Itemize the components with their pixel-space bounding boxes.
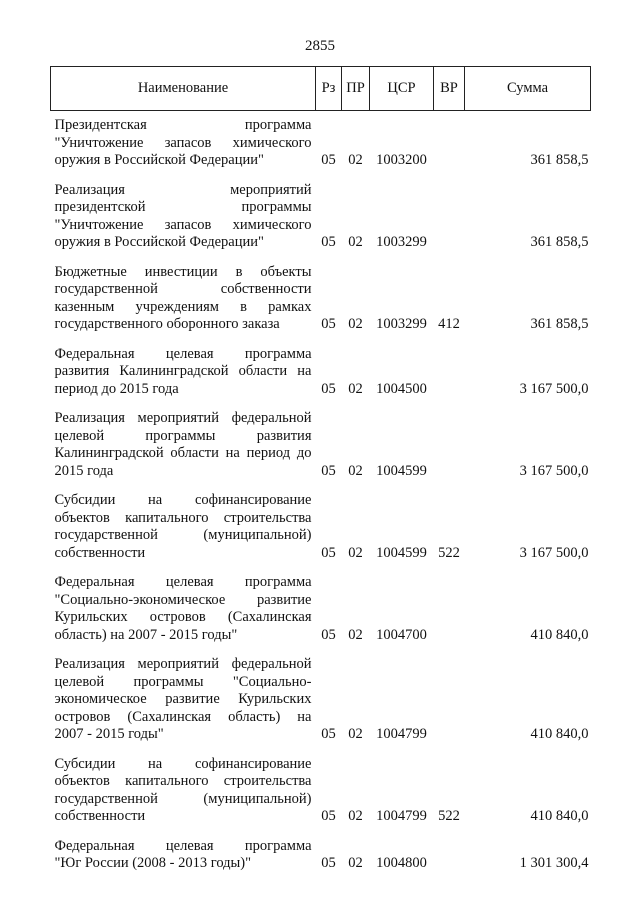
row-name-line: развития Калининградской области на <box>54 363 312 379</box>
row-name-line: собственности <box>54 544 146 561</box>
row-name-line: Федеральная целевая программа <box>54 574 312 590</box>
budget-table <box>50 66 591 885</box>
row-name-line: целевой программы развития <box>54 427 312 444</box>
row-name-line: Курильских островов (Сахалинская <box>54 609 312 625</box>
table-row <box>51 346 591 411</box>
row-vr: 412 <box>438 316 460 332</box>
row-name-line: Федеральная целевая программа <box>54 345 312 362</box>
row-name <box>51 264 316 346</box>
row-vr <box>434 838 465 885</box>
row-name-line: Федеральная целевая программа <box>54 837 312 854</box>
row-name-line: Президентская программа <box>54 117 312 133</box>
table-row <box>51 838 591 885</box>
row-csr: 1004799 <box>376 808 427 824</box>
row-name-line: объектов капитального строительства <box>54 509 312 526</box>
row-csr: 1004599 <box>376 462 427 479</box>
row-sum: 361 858,5 <box>530 316 589 332</box>
row-name-line: целевой программы "Социально- <box>54 673 312 690</box>
row-name-line: собственности <box>54 808 146 824</box>
header-name: Наименование <box>51 67 316 111</box>
page-number: 2855 <box>305 38 335 54</box>
row-name <box>51 574 316 656</box>
row-name-line: государственной (муниципальной) <box>54 790 312 807</box>
row-sum: 361 858,5 <box>530 152 589 168</box>
row-name-line: Реализация мероприятий федеральной <box>54 410 312 426</box>
row-name <box>51 410 316 492</box>
row-csr: 1004500 <box>376 380 427 397</box>
row-name <box>51 111 316 182</box>
header-pr: ПР <box>342 67 370 111</box>
row-sum: 361 858,5 <box>530 234 589 250</box>
row-vr: 522 <box>438 808 460 824</box>
row-name-line: "Юг России (2008 - 2013 годы)" <box>54 855 252 871</box>
row-name-line: 2007 - 2015 годы" <box>54 726 164 742</box>
row-sum: 410 840,0 <box>530 626 589 643</box>
row-name-line: Бюджетные инвестиции в объекты <box>54 263 312 280</box>
row-sum: 410 840,0 <box>530 808 589 824</box>
row-name-line: оружия в Российской Федерации" <box>54 152 264 168</box>
row-name-line: Субсидии на софинансирование <box>54 492 312 508</box>
row-name-line: 2015 года <box>54 462 114 479</box>
row-rz: 05 <box>321 626 336 643</box>
row-vr <box>434 656 465 756</box>
header-csr: ЦСР <box>370 67 434 111</box>
row-rz: 05 <box>321 462 336 479</box>
row-name-line: Субсидии на софинансирование <box>54 755 312 772</box>
row-pr: 02 <box>348 726 363 742</box>
table-row <box>51 492 591 574</box>
row-vr: 522 <box>438 544 460 561</box>
row-sum: 3 167 500,0 <box>519 380 589 397</box>
row-pr: 02 <box>348 462 363 479</box>
row-rz: 05 <box>321 808 336 824</box>
row-vr <box>434 346 465 411</box>
row-name-line: островов (Сахалинская область) на <box>54 708 312 725</box>
row-vr <box>434 574 465 656</box>
row-pr: 02 <box>348 855 363 871</box>
row-vr <box>434 182 465 264</box>
row-rz: 05 <box>321 234 336 250</box>
row-csr: 1003299 <box>376 316 427 332</box>
row-name <box>51 346 316 411</box>
row-sum: 3 167 500,0 <box>519 462 589 479</box>
row-rz: 05 <box>321 855 336 871</box>
row-csr: 1004799 <box>376 726 427 742</box>
header-sum: Сумма <box>465 67 591 111</box>
table-row <box>51 756 591 838</box>
row-csr: 1004700 <box>376 626 427 643</box>
row-pr: 02 <box>348 234 363 250</box>
row-rz: 05 <box>321 544 336 561</box>
row-csr: 1003200 <box>376 152 427 168</box>
row-rz: 05 <box>321 152 336 168</box>
row-name-line: экономическое развитие Курильских <box>54 691 312 707</box>
row-name-line: период до 2015 года <box>54 380 179 397</box>
row-vr <box>434 410 465 492</box>
row-pr: 02 <box>348 380 363 397</box>
table-row <box>51 182 591 264</box>
header-rz: Рз <box>316 67 342 111</box>
row-name <box>51 756 316 838</box>
table-row <box>51 410 591 492</box>
row-sum: 3 167 500,0 <box>519 544 589 561</box>
row-name-line: Калининградской области на период до <box>54 445 312 461</box>
row-csr: 1003299 <box>376 234 427 250</box>
table-body <box>51 111 591 885</box>
row-name-line: область) на 2007 - 2015 годы" <box>54 626 238 643</box>
row-name-line: "Социально-экономическое развитие <box>54 591 312 608</box>
table-header <box>51 67 591 111</box>
row-pr: 02 <box>348 152 363 168</box>
row-name-line: Реализация мероприятий <box>54 181 312 198</box>
row-sum: 410 840,0 <box>530 726 589 742</box>
row-pr: 02 <box>348 544 363 561</box>
row-sum: 1 301 300,4 <box>519 855 589 871</box>
row-rz: 05 <box>321 316 336 332</box>
row-name-line: президентской программы <box>54 199 312 215</box>
table-row <box>51 264 591 346</box>
row-name-line: оружия в Российской Федерации" <box>54 234 264 250</box>
header-vr: ВР <box>434 67 465 111</box>
row-pr: 02 <box>348 626 363 643</box>
row-csr: 1004599 <box>376 544 427 561</box>
table-row <box>51 111 591 182</box>
row-name-line: государственного оборонного заказа <box>54 316 280 332</box>
row-name-line: "Уничтожение запасов химического <box>54 216 312 233</box>
table-row <box>51 656 591 756</box>
row-name <box>51 492 316 574</box>
row-rz: 05 <box>321 380 336 397</box>
row-name-line: государственной собственности <box>54 281 312 297</box>
row-name-line: государственной (муниципальной) <box>54 527 312 543</box>
row-pr: 02 <box>348 316 363 332</box>
row-vr <box>434 111 465 182</box>
row-name <box>51 656 316 756</box>
row-name-line: казенным учреждениям в рамках <box>54 298 312 315</box>
row-name-line: Реализация мероприятий федеральной <box>54 656 312 672</box>
row-name-line: "Уничтожение запасов химического <box>54 134 312 151</box>
row-csr: 1004800 <box>376 855 427 871</box>
row-pr: 02 <box>348 808 363 824</box>
row-name <box>51 838 316 885</box>
row-name <box>51 182 316 264</box>
row-name-line: объектов капитального строительства <box>54 773 312 789</box>
table-row <box>51 574 591 656</box>
row-rz: 05 <box>321 726 336 742</box>
